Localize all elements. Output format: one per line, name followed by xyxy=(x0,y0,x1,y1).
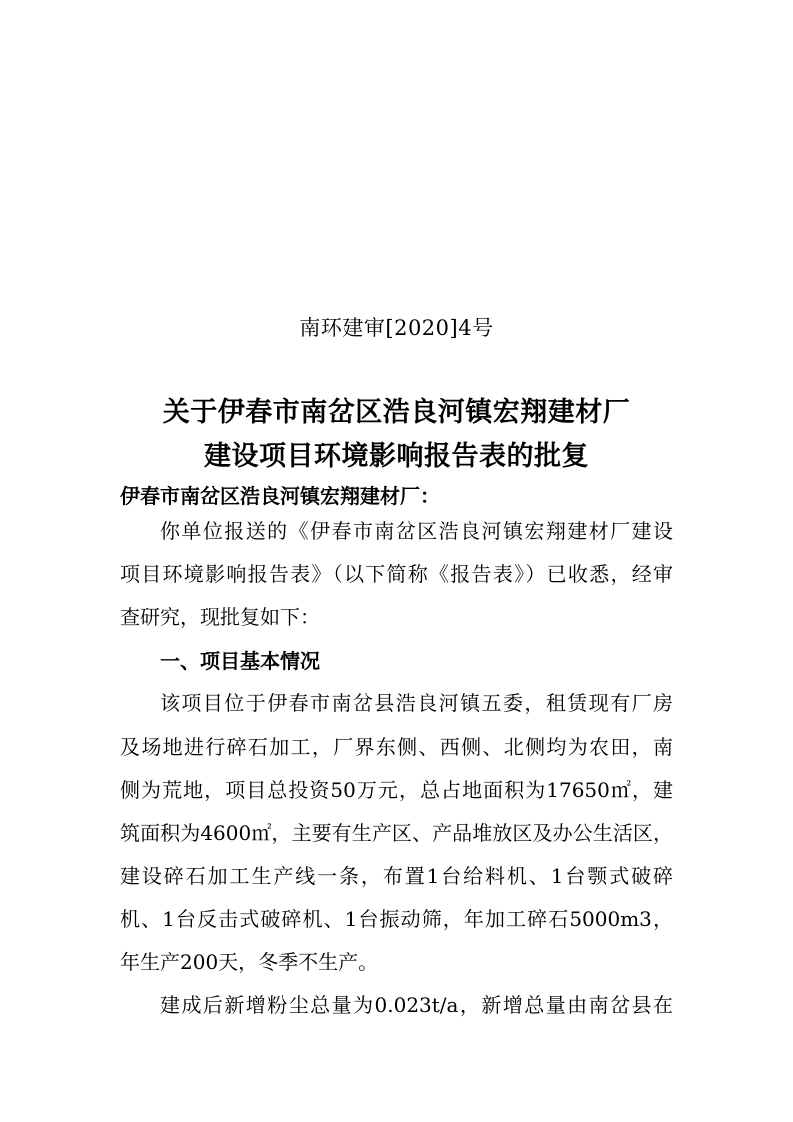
document-number: 南环建审[2020]4号 xyxy=(299,316,494,340)
paragraph-line: 筑面积为4600㎡，主要有生产区、产品堆放区及办公生活区， xyxy=(120,821,673,845)
intro-line: 项目环境影响报告表》（以下简称《报告表》）已收悉，经审 xyxy=(120,562,673,586)
section-heading: 一、项目基本情况 xyxy=(160,649,320,673)
paragraph-line: 建设碎石加工生产线一条，布置1台给料机、1台颚式破碎 xyxy=(120,864,673,888)
paragraph-line: 侧为荒地，项目总投资50万元，总占地面积为17650㎡，建 xyxy=(120,778,673,802)
paragraph-line: 该项目位于伊春市南岔县浩良河镇五委，租赁现有厂房 xyxy=(160,691,673,715)
paragraph-line: 建成后新增粉尘总量为0.023t/a，新增总量由南岔县在 xyxy=(160,993,673,1017)
paragraph-line: 年生产200天，冬季不生产。 xyxy=(120,950,379,974)
addressee: 伊春市南岔区浩良河镇宏翔建材厂： xyxy=(120,484,440,508)
document-title-line-1: 关于伊春市南岔区浩良河镇宏翔建材厂 xyxy=(162,397,631,428)
document-title-line-2: 建设项目环境影响报告表的批复 xyxy=(204,441,589,472)
paragraph-line: 及场地进行碎石加工，厂界东侧、西侧、北侧均为农田，南 xyxy=(120,735,673,759)
intro-line: 你单位报送的《伊春市南岔区浩良河镇宏翔建材厂建设 xyxy=(160,519,673,543)
intro-line: 查研究，现批复如下： xyxy=(120,605,320,629)
paragraph-line: 机、1台反击式破碎机、1台振动筛，年加工碎石5000m3， xyxy=(120,907,673,931)
